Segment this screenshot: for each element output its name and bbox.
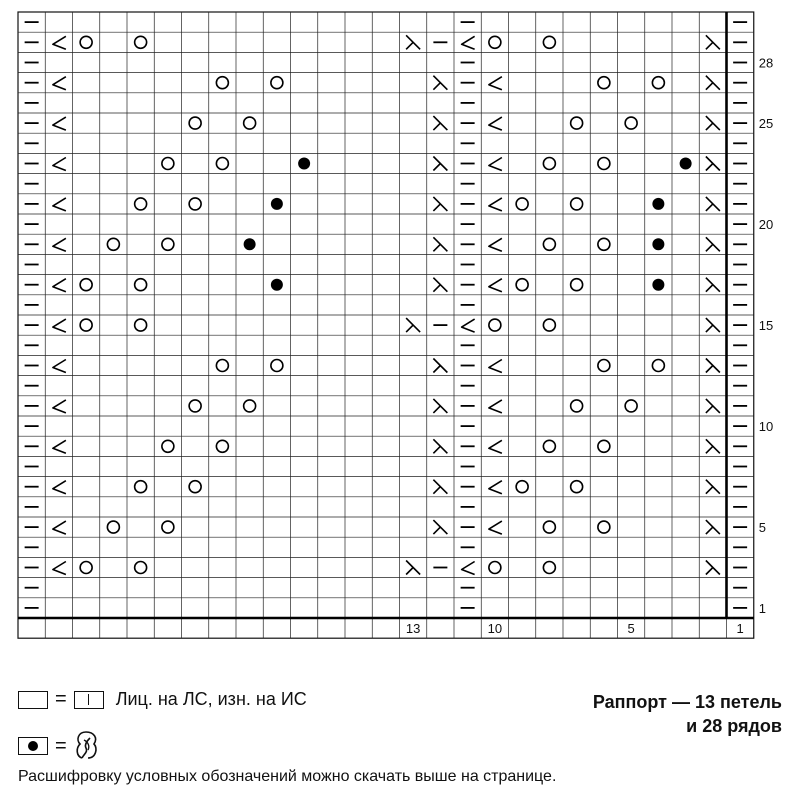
column-number: 13: [405, 621, 421, 637]
knit-bar-icon: [88, 694, 90, 705]
yarn-over-symbol: [80, 36, 92, 48]
legend-knit-cell: [74, 691, 104, 709]
yarn-over-symbol: [516, 279, 528, 291]
yarn-over-symbol: [543, 440, 555, 452]
row-number: 28: [758, 55, 774, 71]
yarn-over-symbol: [216, 158, 228, 170]
yarn-over-symbol: [80, 562, 92, 574]
legend-row-knit: [18, 688, 307, 711]
yarn-over-symbol: [625, 400, 637, 412]
repeat-info: [593, 690, 782, 738]
bobble-symbol: [652, 238, 664, 250]
column-number: 10: [487, 621, 503, 637]
bobble-symbol: [652, 279, 664, 291]
yarn-over-symbol: [543, 158, 555, 170]
yarn-over-symbol: [162, 238, 174, 250]
yarn-over-symbol: [162, 521, 174, 533]
yarn-over-symbol: [516, 481, 528, 493]
row-number: 15: [758, 318, 774, 334]
yarn-over-symbol: [216, 77, 228, 89]
yarn-over-symbol: [135, 562, 147, 574]
legend-knit-text: Лиц. на ЛС, изн. на ИС: [115, 689, 307, 709]
repeat-line-1: Раппорт — 13 петель: [592, 692, 782, 712]
yarn-over-symbol: [543, 319, 555, 331]
bobble-symbol: [271, 198, 283, 210]
yarn-over-symbol: [543, 238, 555, 250]
yarn-over-symbol: [489, 562, 501, 574]
yarn-over-symbol: [598, 238, 610, 250]
yarn-over-symbol: [162, 440, 174, 452]
bobble-knot-icon: [74, 728, 100, 764]
yarn-over-symbol: [135, 279, 147, 291]
yarn-over-symbol: [271, 77, 283, 89]
yarn-over-symbol: [135, 36, 147, 48]
yarn-over-symbol: [80, 279, 92, 291]
yarn-over-symbol: [135, 319, 147, 331]
chart-frame: [18, 12, 754, 638]
yarn-over-symbol: [162, 158, 174, 170]
yarn-over-symbol: [216, 360, 228, 372]
yarn-over-symbol: [489, 319, 501, 331]
row-number: 1: [758, 600, 766, 616]
legend-bobble-cell: [18, 737, 48, 755]
yarn-over-symbol: [135, 481, 147, 493]
yarn-over-symbol: [189, 481, 201, 493]
column-number: 1: [736, 621, 744, 637]
yarn-over-symbol: [598, 77, 610, 89]
yarn-over-symbol: [543, 562, 555, 574]
bobble-symbol: [271, 279, 283, 291]
yarn-over-symbol: [216, 440, 228, 452]
row-number: 25: [758, 116, 774, 132]
yarn-over-symbol: [598, 158, 610, 170]
legend-blank-cell: [18, 691, 48, 709]
yarn-over-symbol: [571, 279, 583, 291]
legend-equals: =: [55, 734, 67, 757]
yarn-over-symbol: [571, 117, 583, 129]
legend-row-bobble: [18, 728, 100, 764]
yarn-over-symbol: [135, 198, 147, 210]
yarn-over-symbol: [598, 521, 610, 533]
bobble-symbol: [244, 238, 256, 250]
yarn-over-symbol: [571, 400, 583, 412]
yarn-over-symbol: [80, 319, 92, 331]
yarn-over-symbol: [189, 117, 201, 129]
yarn-over-symbol: [543, 521, 555, 533]
yarn-over-symbol: [571, 481, 583, 493]
yarn-over-symbol: [625, 117, 637, 129]
row-number: 5: [758, 520, 766, 536]
yarn-over-symbol: [107, 521, 119, 533]
footer-note: Расшифровку условных обозначений можно скачать выше на странице.: [18, 768, 557, 785]
yarn-over-symbol: [652, 77, 664, 89]
bobble-dot-icon: [28, 741, 38, 751]
yarn-over-symbol: [598, 440, 610, 452]
column-number: 5: [627, 621, 635, 637]
row-number: 20: [758, 217, 774, 233]
yarn-over-symbol: [189, 198, 201, 210]
bobble-symbol: [680, 158, 692, 170]
yarn-over-symbol: [516, 198, 528, 210]
yarn-over-symbol: [489, 36, 501, 48]
yarn-over-symbol: [244, 400, 256, 412]
bobble-symbol: [298, 158, 310, 170]
legend-equals: =: [55, 688, 67, 710]
yarn-over-symbol: [652, 360, 664, 372]
yarn-over-symbol: [244, 117, 256, 129]
repeat-line-2: и 28 рядов: [686, 716, 782, 736]
bobble-symbol: [652, 198, 664, 210]
yarn-over-symbol: [598, 360, 610, 372]
row-number: 10: [758, 419, 774, 435]
yarn-over-symbol: [543, 36, 555, 48]
yarn-over-symbol: [189, 400, 201, 412]
yarn-over-symbol: [271, 360, 283, 372]
yarn-over-symbol: [571, 198, 583, 210]
yarn-over-symbol: [107, 238, 119, 250]
